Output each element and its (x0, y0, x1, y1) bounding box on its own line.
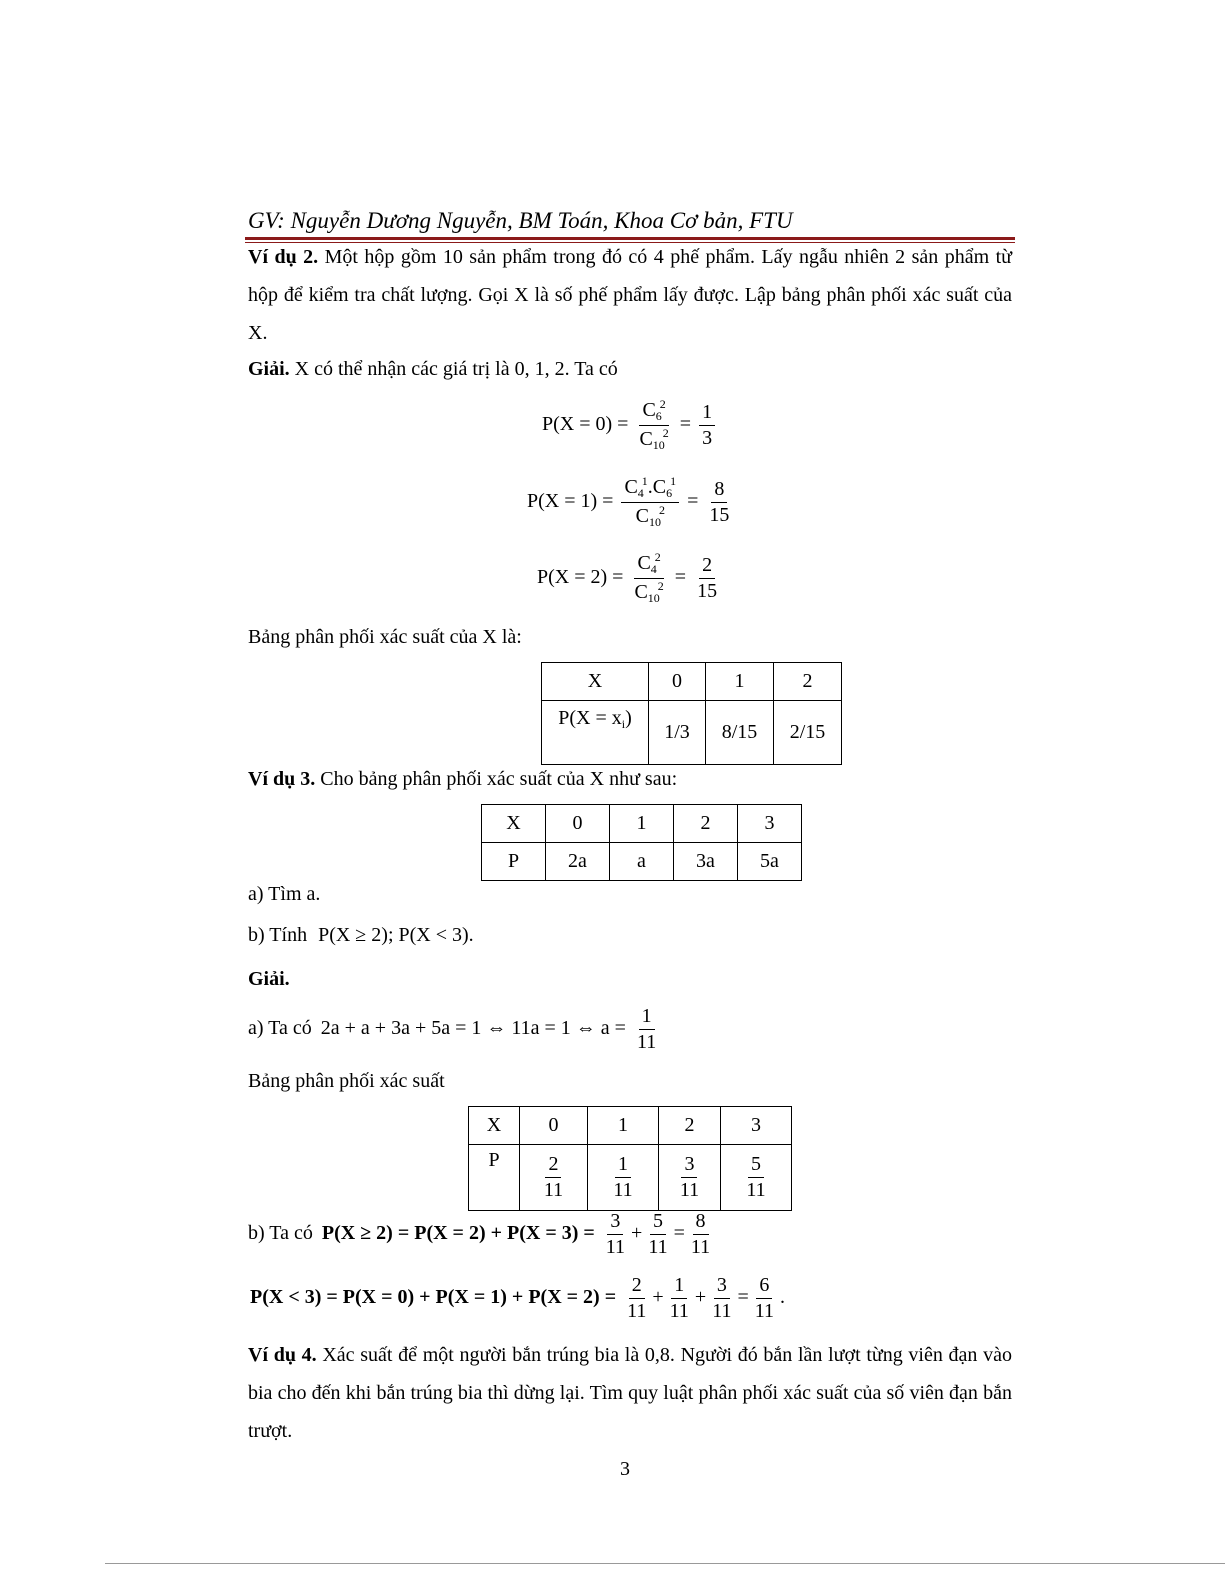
table-cell: 3a (674, 843, 738, 881)
table-cell: 0 (520, 1107, 588, 1145)
distribution-table-ex3-solution (468, 1106, 792, 1211)
example-4-paragraph (248, 1336, 1012, 1450)
combination-fraction: $\frac{C_4^2}{C_{10}^2}$ (634, 550, 664, 605)
example-2-solution-intro (248, 358, 618, 381)
table-cell: 1 (610, 805, 674, 843)
formula-lhs: P(X = 2) = (537, 565, 624, 588)
table-cell: $\frac{3}{11}$ (659, 1145, 721, 1211)
table-cell: 3 (721, 1107, 792, 1145)
table-cell: X (542, 663, 649, 701)
example-3-label: Ví dụ 3. (248, 768, 316, 790)
question-a: a) Tìm a. (248, 883, 321, 905)
table-cell: X (482, 805, 546, 843)
solution-c: P(X < 3) = P(X = 0) + P(X = 1) + P(X = 2) = $\frac{2}{11}$ + $\frac{1}{11}$ + $\frac{3}{11}$ = $\frac{6}{11}$ . (250, 1274, 785, 1322)
table-cell: 2 (774, 663, 842, 701)
solution-a: a) Ta có 2a + a + 3a + 5a = 1 ⇔ 11a = 1 ⇔ a = $\frac{1}{11}$ (248, 1005, 662, 1054)
example-2-label: Ví dụ 2. (248, 246, 319, 268)
solution-label: Giải. (248, 358, 290, 380)
formula-lhs: P(X = 1) = (527, 489, 614, 512)
table-cell: 2/15 (774, 701, 842, 765)
formula-lhs: P(X = 0) = (542, 412, 629, 435)
example-3-text: Cho bảng phân phối xác suất của X như sau: (320, 768, 678, 790)
distribution-table-ex3 (481, 804, 802, 881)
table-cell: 1 (588, 1107, 659, 1145)
table-cell: 1 (706, 663, 774, 701)
result-fraction: $\frac{2}{15}$ (697, 553, 718, 602)
solution-b: b) Ta có P(X ≥ 2) = P(X = 2) + P(X = 3) = $\frac{3}{11}$ + $\frac{5}{11}$ = $\frac{8}{11}$ (248, 1210, 711, 1258)
example-3-paragraph (248, 768, 677, 791)
table-cell: $P(X = x_i)$ (542, 701, 649, 765)
result-fraction: $\frac{8}{15}$ (709, 477, 730, 526)
table-cell: 5a (738, 843, 802, 881)
page-header: GV: Nguyễn Dương Nguyễn, BM Toán, Khoa Cơ bản, FTU (248, 208, 793, 233)
solution-text: X có thể nhận các giá trị là 0, 1, 2. Ta có (294, 358, 618, 380)
table-cell: $\frac{2}{11}$ (520, 1145, 588, 1211)
table-caption: Bảng phân phối xác suất của X là: (248, 626, 522, 648)
page-number: 3 (620, 1458, 630, 1480)
formula-p-x-0: P(X = 0) = $\frac{C_6^2}{C_{10}^2}$ = $\frac{1}{3}$ (542, 398, 718, 453)
result-fraction: $\frac{1}{11}$ (636, 1005, 657, 1053)
combination-fraction: $\frac{C_4^1.C_6^1}{C_{10}^2}$ (621, 475, 679, 530)
table-cell: 2 (674, 805, 738, 843)
table-cell: 1/3 (649, 701, 706, 765)
formula-p-x-1: P(X = 1) = $\frac{C_4^1.C_6^1}{C_{10}^2}$ = $\frac{8}{15}$ (527, 475, 735, 530)
question-b: b) Tính P(X ≥ 2); P(X < 3). (248, 924, 474, 946)
example-4-text: Xác suất để một người bắn trúng bia là 0,8. Người đó bắn lần lượt từng viên đạn vào bia cho đến khi bắn trúng bia thì dừng lại. Tìm quy luật phân phối xác suất của số viên đạn bắn trượt. (248, 1344, 1013, 1442)
table-cell: 8/15 (706, 701, 774, 765)
example-2-paragraph (248, 238, 1012, 352)
example-4-label: Ví dụ 4. (248, 1344, 317, 1366)
formula-p-x-2: P(X = 2) = $\frac{C_4^2}{C_{10}^2}$ = $\frac{2}{15}$ (537, 551, 723, 606)
table-cell: P (469, 1145, 520, 1211)
table-cell: 0 (546, 805, 610, 843)
table-cell: a (610, 843, 674, 881)
table-cell: P (482, 843, 546, 881)
table-cell: 2a (546, 843, 610, 881)
solution-label-ex3: Giải. (248, 968, 290, 990)
table2-caption: Bảng phân phối xác suất (248, 1070, 445, 1092)
table-cell: 2 (659, 1107, 721, 1145)
example-2-text: Một hộp gồm 10 sản phẩm trong đó có 4 phế phẩm. Lấy ngẫu nhiên 2 sản phẩm từ hộp để kiểm tra chất lượng. Gọi X là số phế phẩm lấy được. Lập bảng phân phối xác suất của X. (248, 246, 1013, 344)
result-fraction: $\frac{1}{3}$ (699, 401, 715, 450)
footer-rule (105, 1563, 1225, 1564)
table-cell: 3 (738, 805, 802, 843)
table-cell: X (469, 1107, 520, 1145)
table-cell: $\frac{5}{11}$ (721, 1145, 792, 1211)
combination-fraction: $\frac{C_6^2}{C_{10}^2}$ (639, 397, 669, 452)
distribution-table-ex2 (541, 662, 842, 765)
table-cell: 0 (649, 663, 706, 701)
table-cell: $\frac{1}{11}$ (588, 1145, 659, 1211)
